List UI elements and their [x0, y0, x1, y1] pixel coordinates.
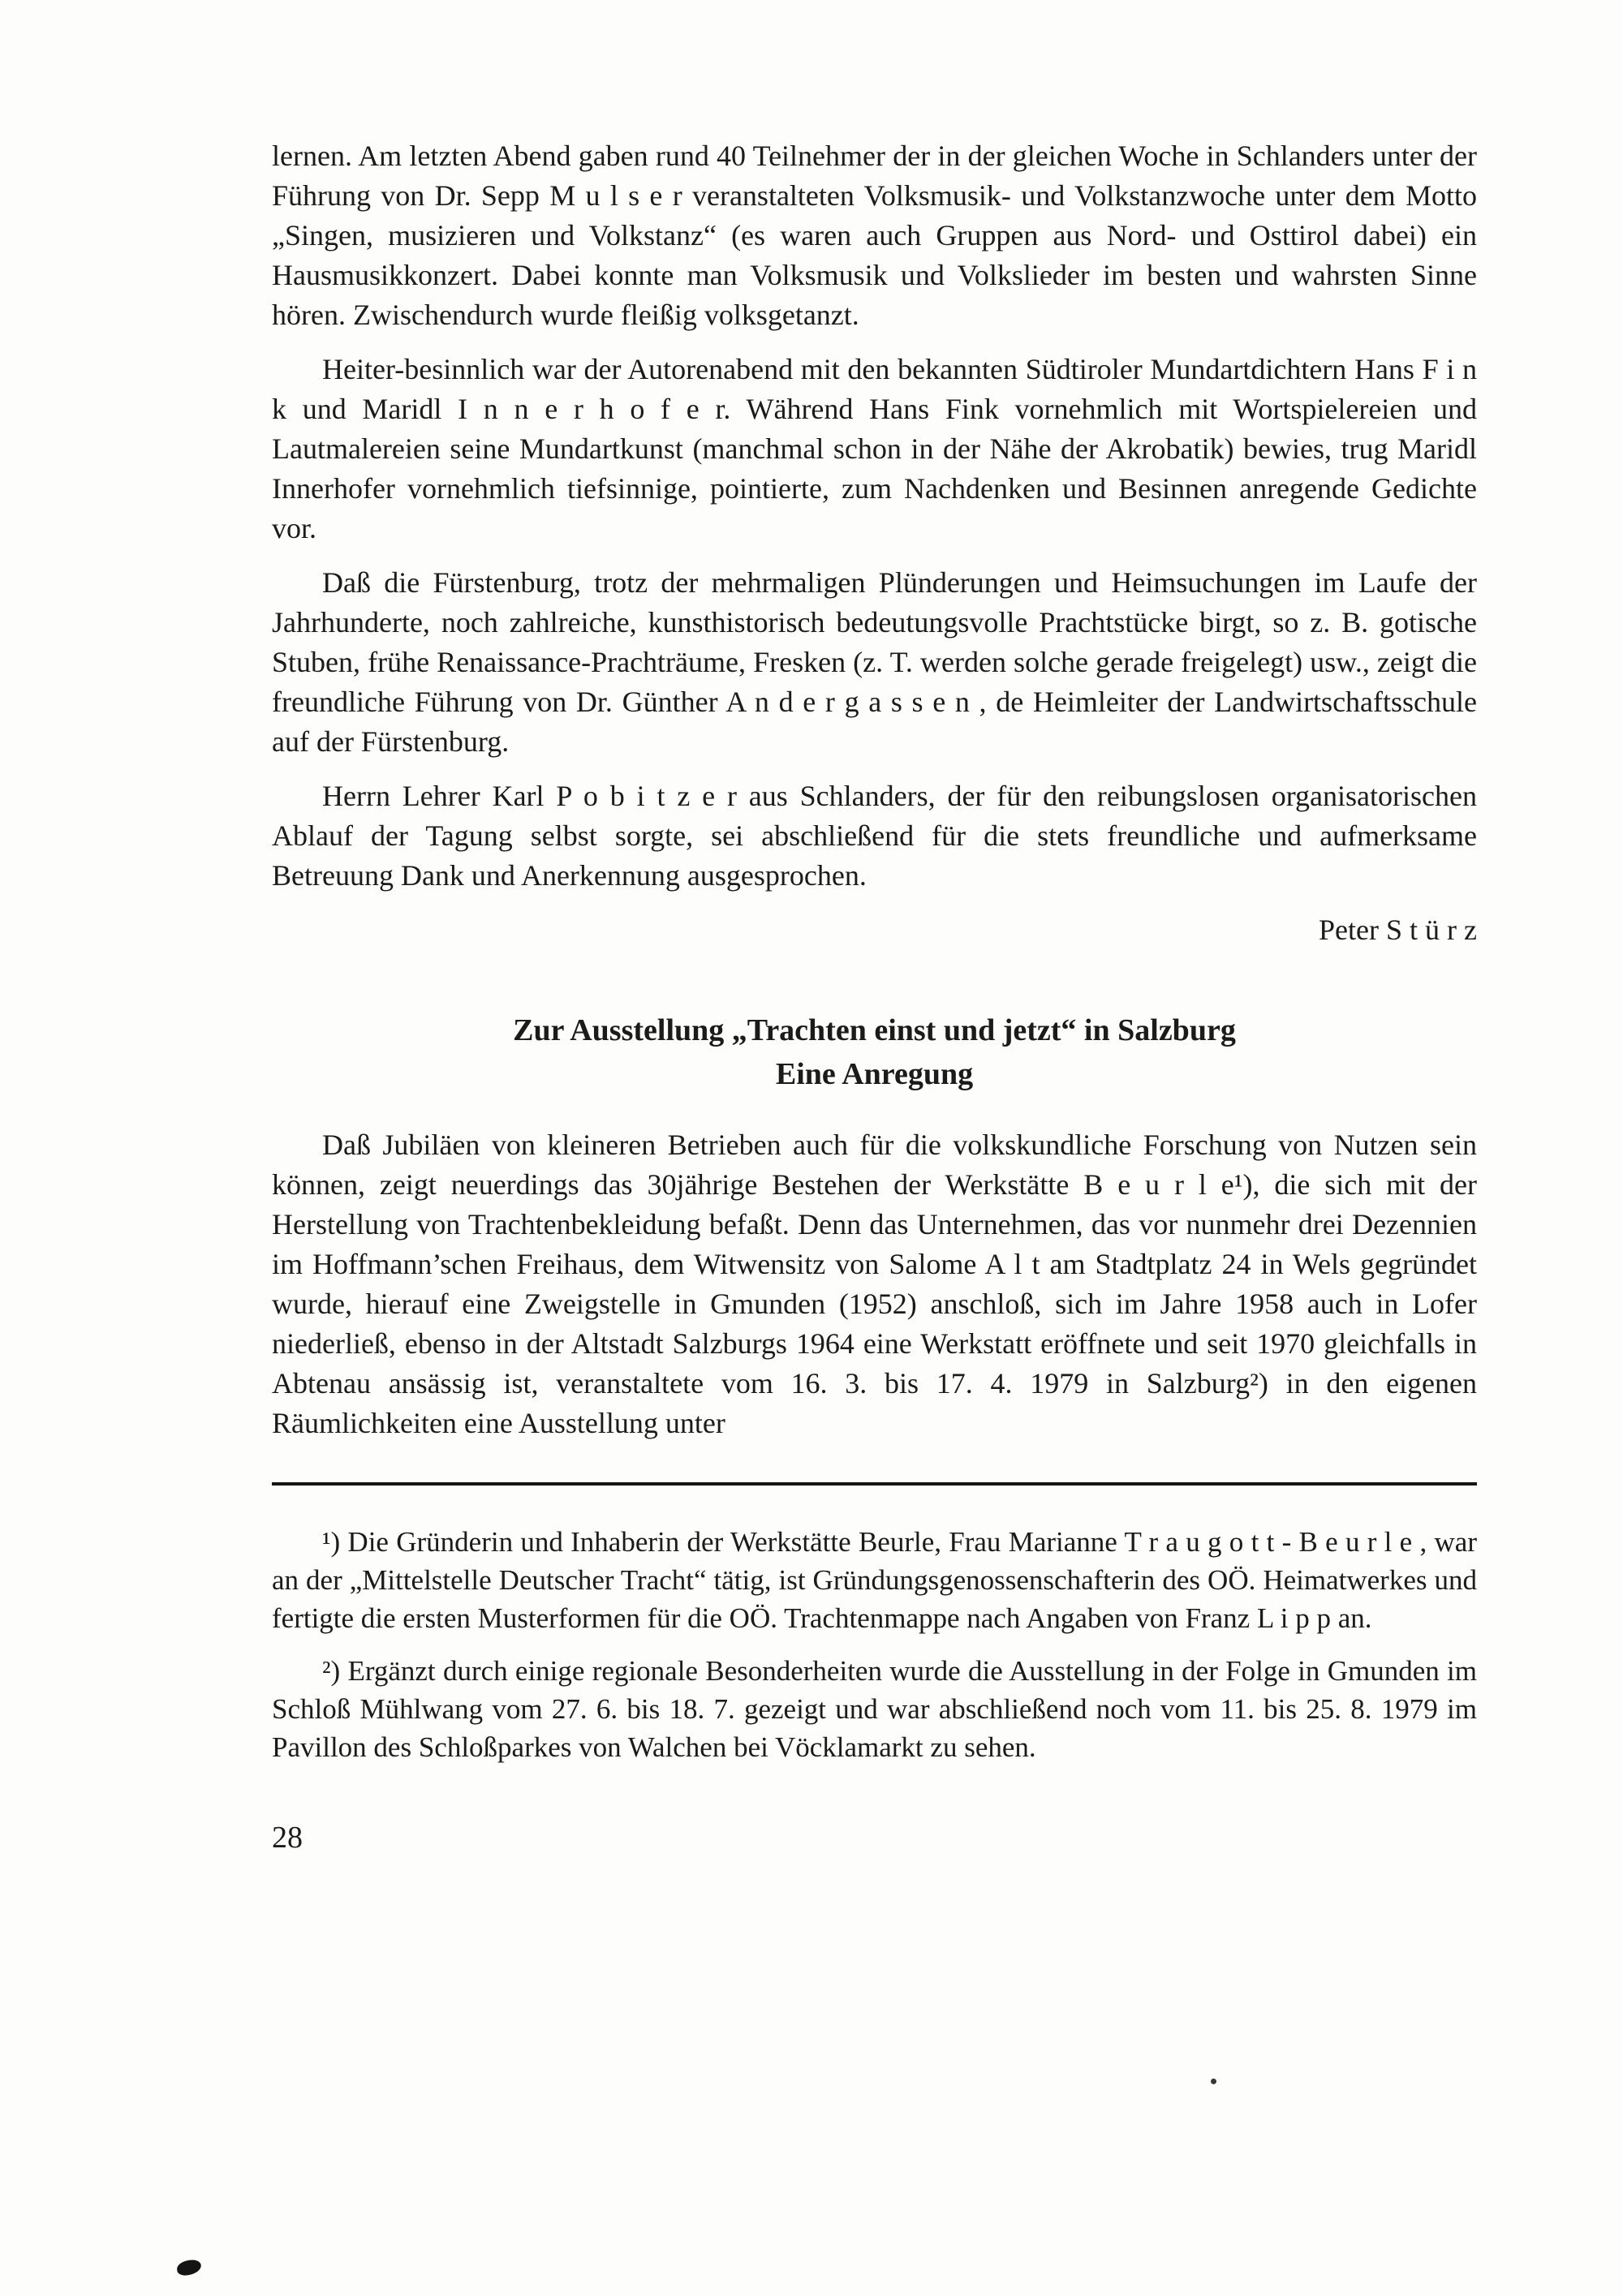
- body-paragraph: Heiter-besinnlich war der Autorenabend mit den bekannten Südtiroler Mundartdichtern Hans F i n k und Maridl I n n e r h o f e r. Während Hans Fink vornehmlich mit Wortspielereien und Lautmalereien seine Mundartkunst (manchmal schon in der Nähe der Akrobatik) bewies, trug Maridl Innerhofer vornehmlich tiefsinnige, pointierte, zum Nachdenken und Besinnen anregende Gedichte vor.: [272, 353, 1477, 544]
- body-paragraph: Daß die Fürstenburg, trotz der mehrmaligen Plünderungen und Heimsuchungen im Laufe der Jahrhunderte, noch zahlreiche, kunsthistorisch bedeutungsvolle Prachtstücke birgt, so z. B. gotische Stuben, frühe Renaissance-Prachträume, Fresken (z. T. werden solche gerade freigelegt) usw., zeigt die freundliche Führung von Dr. Günther A n d e r g a s s e n , de Heimleiter der Landwirtschaftsschule auf der Fürstenburg.: [272, 566, 1477, 758]
- section-title: Zur Ausstellung „Trachten einst und jetzt“ in Salzburg: [513, 1013, 1236, 1047]
- body-paragraph-continued: lernen. Am letzten Abend gaben rund 40 Teilnehmer der in der gleichen Woche in Schlanders unter der Führung von Dr. Sepp M u l s e r veranstalteten Volksmusik- und Volkstanzwoche unter dem Motto „Singen, musizieren und Volkstanz“ (es waren auch Gruppen aus Nord- und Osttirol dabei) ein Hausmusikkonzert. Dabei konnte man Volksmusik und Volkslieder im besten und wahrsten Sinne hören. Zwischendurch wurde fleißig volksgetanzt.: [272, 140, 1477, 331]
- scan-artifact: [1211, 2079, 1216, 2084]
- footnote-1: ¹) Die Gründerin und Inhaberin der Werkstätte Beurle, Frau Marianne T r a u g o t t - B e u r l e , war an der „Mittelstelle Deutscher Tracht“ tätig, ist Gründungsgenossenschafterin des OÖ. Heimatwerkes und fertigte die ersten Musterformen für die OÖ. Trachtenmappe nach Angaben von Franz L i p p an.: [272, 1526, 1477, 1634]
- footnote-2: ²) Ergänzt durch einige regionale Besonderheiten wurde die Ausstellung in der Folge in Gmunden im Schloß Mühlwang vom 27. 6. bis 18. 7. gezeigt und war abschließend noch vom 11. bis 25. 8. 1979 im Pavillon des Schloßparkes von Walchen bei Vöcklamarkt zu sehen.: [272, 1655, 1477, 1763]
- body-paragraph: Herrn Lehrer Karl P o b i t z e r aus Schlanders, der für den reibungslosen organisatorischen Ablauf der Tagung selbst sorgte, sei abschließend für die stets freundliche und aufmerksame Betreuung Dank und Anerkennung ausgesprochen.: [272, 780, 1477, 892]
- text-column: [272, 136, 1477, 1857]
- scan-artifact: [176, 2259, 202, 2277]
- section-subtitle: Eine Anregung: [775, 1057, 974, 1091]
- body-paragraph: Daß Jubiläen von kleineren Betrieben auch für die volkskundliche Forschung von Nutzen sein können, zeigt neuerdings das 30jährige Bestehen der Werkstätte B e u r l e¹), die sich mit der Herstellung von Trachtenbekleidung befaßt. Denn das Unternehmen, das vor nunmehr drei Dezennien im Hoffmann’schen Freihaus, dem Witwensitz von Salome A l t am Stadtplatz 24 in Wels gegründet wurde, hierauf eine Zweigstelle in Gmunden (1952) anschloß, sich im Jahre 1958 auch in Lofer niederließ, ebenso in der Altstadt Salzburgs 1964 eine Werkstatt eröffnete und seit 1970 gleichfalls in Abtenau ansässig ist, veranstaltete vom 16. 3. bis 17. 4. 1979 in Salzburg²) in den eigenen Räumlichkeiten eine Ausstellung unter: [272, 1129, 1477, 1439]
- author-signature: Peter S t ü r z: [1319, 914, 1477, 946]
- footnote-separator: [272, 1482, 1477, 1486]
- page-number: 28: [272, 1821, 303, 1855]
